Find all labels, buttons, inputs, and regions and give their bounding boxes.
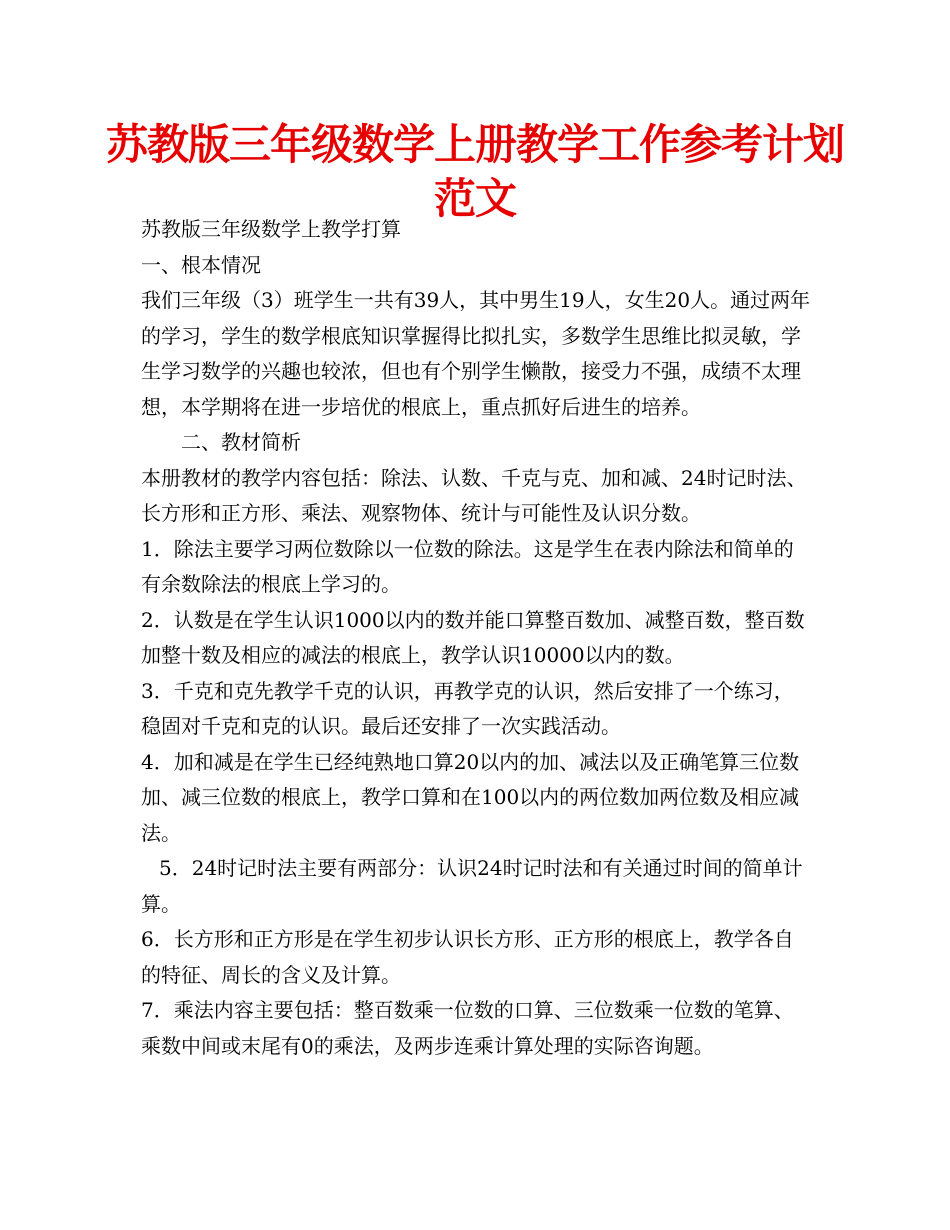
- list-item-2: 2．认数是在学生认识1000以内的数并能口算整百数加、减整百数，整百数加整十数及相应的减法的根底上，教学认识10000以内的数。: [141, 607, 805, 667]
- list-item-7: 7．乘法内容主要包括：整百数乘一位数的口算、三位数乘一位数的笔算、乘数中间或末尾有0的乘法，及两步连乘计算处理的实际咨询题。: [141, 998, 794, 1058]
- document-heading: 苏教版三年级数学上教学打算: [141, 217, 401, 241]
- section-2-intro: 本册教材的教学内容包括：除法、认数、千克与克、加和减、24时记时法、长方形和正方形、乘法、观察物体、统计与可能性及认识分数。: [141, 465, 807, 525]
- section-1-heading: 一、根本情况: [141, 252, 261, 277]
- list-item-5: 5．24时记时法主要有两部分：认识24时记时法和有关通过时间的简单计算。: [141, 856, 803, 916]
- document-body: [141, 212, 813, 1064]
- list-item-1: 1．除法主要学习两位数除以一位数的除法。这是学生在表内除法和简单的有余数除法的根底上学习的。: [141, 536, 794, 596]
- section-2-heading: 二、教材简析: [181, 430, 301, 454]
- document-title: 苏教版三年级数学上册教学工作参考计划范文: [105, 120, 844, 223]
- section-1-paragraph: 我们三年级（3）班学生一共有39人，其中男生19人，女生20人。通过两年的学习，学生的数学根底知识掌握得比拟扎实，多数学生思维比拟灵敏，学生学习数学的兴趣也较浓，但也有个别学生懒散，接受力不强，成绩不太理想，本学期将在进一步培优的根底上，重点抓好后进生的培养。: [141, 288, 811, 419]
- list-item-4: 4．加和减是在学生已经纯熟地口算20以内的加、减法以及正确笔算三位数加、减三位数的根底上，教学口算和在100以内的两位数加两位数及相应减法。: [141, 749, 800, 845]
- list-item-6: 6．长方形和正方形是在学生初步认识长方形、正方形的根底上，教学各自的特征、周长的含义及计算。: [141, 927, 794, 987]
- list-item-3: 3．千克和克先教学千克的认识，再教学克的认识，然后安排了一个练习，稳固对千克和克的认识。最后还安排了一次实践活动。: [141, 678, 794, 738]
